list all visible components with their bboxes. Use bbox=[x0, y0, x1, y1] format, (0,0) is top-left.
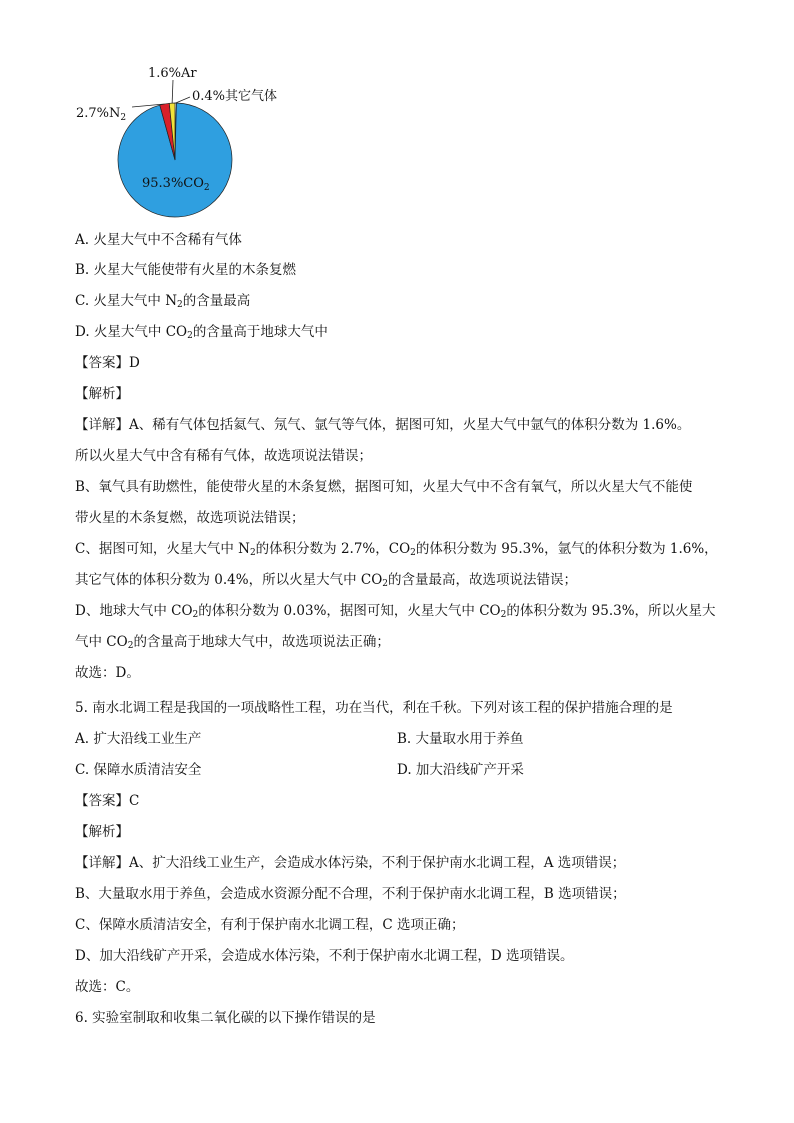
q5-option-b: B. 大量取水用于养鱼 bbox=[397, 731, 524, 747]
text-segment: 的含量高于地球大气中，故选项说法正确； bbox=[133, 634, 390, 650]
q4-option-d: D. 火星大气中 $CO_2$的含量高于地球大气中 bbox=[75, 324, 328, 341]
text-segment: 2 bbox=[500, 610, 507, 620]
text-segment: B、氧气具有助燃性，能使带火星的木条复燃，据图可知，火星大气中不含有氧气，所以火星大气不能使 bbox=[75, 479, 693, 495]
pie-svg bbox=[70, 55, 330, 220]
q4-detail-line bbox=[75, 415, 690, 435]
q4-detail-line bbox=[75, 601, 716, 621]
q5-analysis-label: 【解析】 bbox=[75, 824, 129, 840]
text-segment: D、地球大气中 CO bbox=[75, 603, 193, 619]
q4-option-a: A. 火星大气中不含稀有气体 bbox=[75, 232, 242, 248]
text-segment: 其它气体的体积分数为 0.4%，所以火星大气中 CO bbox=[75, 572, 383, 588]
text-segment: 气中 CO bbox=[75, 634, 128, 650]
mars-atmosphere-pie-chart bbox=[70, 55, 330, 220]
leader-line bbox=[176, 97, 190, 103]
q4-detail-line bbox=[75, 632, 390, 652]
q5-detail-line: D、加大沿线矿产开采，会造成水体污染，不利于保护南水北调工程，D 选项错误。 bbox=[75, 948, 574, 964]
slice-label: $2.7\%N_2$ bbox=[76, 106, 127, 123]
text-segment: 的体积分数为 95.3%，氩气的体积分数为 1.6%， bbox=[415, 541, 718, 557]
q4-detail-line bbox=[75, 539, 718, 559]
q5-answer: 【答案】C bbox=[75, 793, 140, 809]
q5-option-d: D. 加大沿线矿产开采 bbox=[397, 762, 524, 778]
q4-answer: 【答案】D bbox=[75, 355, 140, 371]
slice-label: 1.6%Ar bbox=[148, 66, 197, 81]
q5-detail-line: 故选：C。 bbox=[75, 979, 140, 995]
q5-detail-line: C、保障水质清洁安全，有利于保护南水北调工程，C 选项正确； bbox=[75, 917, 465, 933]
q5-option-a: A. 扩大沿线工业生产 bbox=[75, 731, 202, 747]
text-segment: 2 bbox=[249, 548, 256, 558]
q6-stem: 6. 实验室制取和收集二氧化碳的以下操作错误的是 bbox=[75, 1010, 376, 1026]
q4-detail-line bbox=[75, 570, 577, 590]
text-segment: 【详解】A、稀有气体包括氦气、氖气、氩气等气体，据图可知，火星大气中氩气的体积分数为 1.6%。 bbox=[75, 417, 691, 433]
q5-stem: 5. 南水北调工程是我国的一项战略性工程，功在当代，利在千秋。下列对该工程的保护措施合理的是 bbox=[75, 700, 673, 716]
slice-label: $95.3\%CO_2$ bbox=[142, 176, 210, 193]
text-segment: C、据图可知，火星大气中 N bbox=[75, 541, 250, 557]
text-segment: 2 bbox=[410, 548, 416, 558]
text-segment: 带火星的木条复燃，故选项说法错误； bbox=[75, 510, 305, 526]
q4-detail-line bbox=[75, 508, 305, 528]
q4-option-c: C. 火星大气中 $N_2$的含量最高 bbox=[75, 293, 251, 310]
text-segment: 的体积分数为 0.03%，据图可知，火星大气中 CO bbox=[198, 603, 501, 619]
text-segment: 2 bbox=[192, 610, 199, 620]
text-segment: 2 bbox=[382, 579, 389, 589]
q4-option-b: B. 火星大气能使带有火星的木条复燃 bbox=[75, 262, 297, 278]
leader-line bbox=[172, 80, 173, 103]
text-segment: 故选：D。 bbox=[75, 665, 140, 681]
q4-detail-line bbox=[75, 477, 692, 497]
text-segment: 的含量最高，故选项说法错误； bbox=[388, 572, 578, 588]
q4-analysis-label: 【解析】 bbox=[75, 386, 129, 402]
slice-label: 0.4%其它气体 bbox=[192, 89, 278, 104]
q4-detail-line bbox=[75, 446, 372, 466]
q5-option-c: C. 保障水质清洁安全 bbox=[75, 762, 202, 778]
text-segment: 2 bbox=[127, 641, 134, 651]
text-segment: 所以火星大气中含有稀有气体，故选项说法错误； bbox=[75, 448, 372, 464]
q5-detail-line: 【详解】A、扩大沿线工业生产，会造成水体污染，不利于保护南水北调工程，A 选项错误； bbox=[75, 855, 626, 871]
text-segment: 的体积分数为 2.7%，CO bbox=[255, 541, 411, 557]
q4-detail-line bbox=[75, 663, 140, 683]
q5-detail-line: B、大量取水用于养鱼，会造成水资源分配不合理，不利于保护南水北调工程，B 选项错误； bbox=[75, 886, 626, 902]
text-segment: 的体积分数为 95.3%，所以火星大 bbox=[506, 603, 716, 619]
